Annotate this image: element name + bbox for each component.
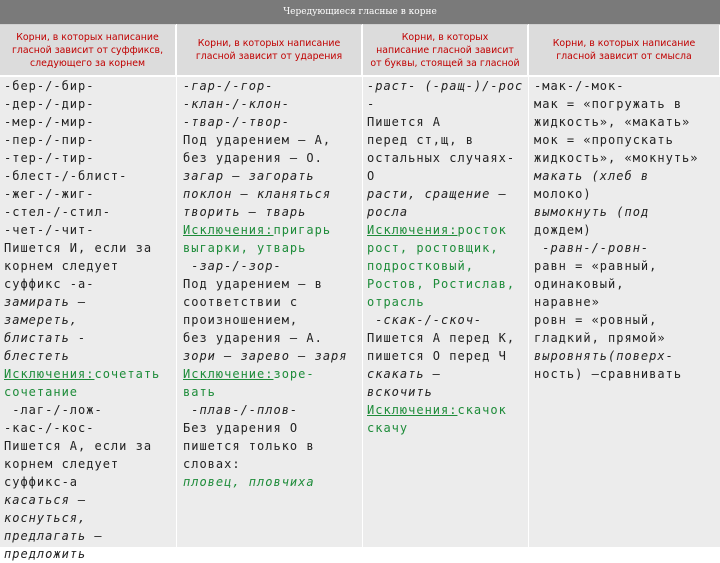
example-text: скакать –	[367, 367, 442, 381]
example-text: выровнять(поверх-	[534, 349, 674, 363]
example-text: пловец, пловчиха	[183, 475, 315, 489]
meaning-text: ровн = «ровный,	[534, 313, 658, 327]
root-pair: -плав-/-плов-	[183, 403, 299, 417]
rule-text: без ударения – А.	[183, 331, 323, 345]
column-suffix	[0, 77, 176, 561]
rule-text: пишется О перед Ч	[367, 349, 507, 363]
example-text: росла	[367, 205, 409, 219]
exceptions-label: Исключение:	[183, 367, 274, 381]
exception-word: выгарки, утварь	[183, 241, 307, 255]
example-text: блистать -	[4, 331, 87, 345]
rule-text: корнем следует	[4, 457, 120, 471]
example-text: поклон – кланяться	[183, 187, 332, 201]
exception-word: зоре-	[273, 367, 315, 381]
column-divider	[176, 24, 177, 540]
meaning-text: одинаковый,	[534, 277, 625, 291]
exceptions-line	[4, 365, 176, 383]
root-pair: -чет-/-чит-	[4, 223, 95, 237]
example-text: творить – тварь	[183, 205, 307, 219]
root-pair: -тер-/-тир-	[4, 151, 95, 165]
header-meaning: Корни, в которых написание гласной зависит от смысла	[529, 25, 720, 75]
rule-text: Под ударением – А,	[183, 133, 332, 147]
root-pair: -скак-/-скоч-	[367, 313, 483, 327]
rule-text: Пишется И, если за	[4, 241, 153, 255]
exception-word: росток	[457, 223, 507, 237]
rule-text: суффикс-а	[4, 475, 79, 489]
root-pair: -твар-/-твор-	[183, 115, 290, 129]
rule-text: Без ударения О	[183, 421, 299, 435]
rule-text: О	[367, 169, 376, 183]
root-pair: -гар-/-гор-	[183, 79, 274, 93]
meaning-text: жидкость», «мокнуть»	[534, 151, 699, 165]
page-title: Чередующиеся гласные в корне	[0, 0, 720, 25]
root-pair: -раст- (-ращ-)/-рос	[367, 79, 524, 93]
meaning-text: мак = «погружать в	[534, 97, 683, 111]
example-text: вымокнуть (под	[534, 205, 650, 219]
exception-word: скачу	[367, 421, 409, 435]
header-stress: Корни, в которых написание гласной зависит от ударения	[177, 25, 362, 75]
root-pair: -мер-/-мир-	[4, 115, 95, 129]
exception-word: подростковый,	[367, 259, 474, 273]
exceptions-label: Исключения:	[183, 223, 274, 237]
header-letter: Корни, в которых написание гласной зависит от буквы, стоящей за гласной	[363, 25, 528, 75]
rule-text: корнем следует	[4, 259, 120, 273]
root-pair: -	[367, 97, 376, 111]
column-meaning	[529, 77, 720, 547]
rule-text: Пишется А, если за	[4, 439, 153, 453]
exception-word: сочетание	[4, 385, 79, 399]
root-pair: -жег-/-жиг-	[4, 187, 95, 201]
root-pair: -блест-/-блист-	[4, 169, 128, 183]
example-text: молоко)	[534, 187, 592, 201]
rule-text: пишется только в	[183, 439, 315, 453]
example-text: вскочить	[367, 385, 433, 399]
rule-text: перед ст,щ, в	[367, 133, 474, 147]
exceptions-line	[183, 365, 362, 383]
exception-word: пригарь	[273, 223, 332, 237]
rule-text: Пишется А	[367, 115, 442, 129]
example-text: коснуться,	[4, 511, 87, 525]
exceptions-label: Исключения:	[4, 367, 95, 381]
root-pair: -пер-/-пир-	[4, 133, 95, 147]
rule-text: соответствии с	[183, 295, 299, 309]
example-text: касаться –	[4, 493, 87, 507]
column-letter	[363, 77, 528, 547]
rule-text: без ударения – О.	[183, 151, 323, 165]
example-text: замирать –	[4, 295, 87, 309]
rule-text: произношением,	[183, 313, 299, 327]
example-text: загар – загорать	[183, 169, 315, 183]
rule-text: остальных случаях-	[367, 151, 516, 165]
meaning-text: мок = «пропускать	[534, 133, 674, 147]
example-text: дождем)	[534, 223, 592, 237]
root-pair: -стел-/-стил-	[4, 205, 111, 219]
exceptions-line	[367, 401, 528, 419]
exception-word: отрасль	[367, 295, 425, 309]
root-pair: -клан-/-клон-	[183, 97, 290, 111]
root-pair: -лаг-/-лож-	[4, 403, 103, 417]
exception-word: Ростов, Ростислав,	[367, 277, 516, 291]
example-text: ность) –сравнивать	[534, 367, 683, 381]
example-text: зори – зарево – заря	[183, 349, 348, 363]
exception-word: вать	[183, 385, 216, 399]
root-pair: -зар-/-зор-	[183, 259, 282, 273]
column-stress	[177, 77, 362, 547]
example-text: расти, сращение –	[367, 187, 507, 201]
example-text: блестеть	[4, 349, 70, 363]
rule-text: суффикс -а-	[4, 277, 95, 291]
column-divider	[362, 24, 363, 540]
root-pair: -бер-/-бир-	[4, 79, 95, 93]
exceptions-label: Исключения:	[367, 223, 458, 237]
exceptions-label: Исключения:	[367, 403, 458, 417]
exceptions-line	[183, 221, 362, 239]
root-pair: -равн-/-ровн-	[534, 241, 650, 255]
exception-word: скачок	[457, 403, 507, 417]
meaning-text: равн = «равный,	[534, 259, 658, 273]
example-text: макать (хлеб в	[534, 169, 650, 183]
exception-word: рост, ростовщик,	[367, 241, 499, 255]
column-divider	[528, 24, 529, 540]
exception-word: сочетать	[94, 367, 161, 381]
example-text: предлагать –	[4, 529, 103, 543]
example-text: замереть,	[4, 313, 79, 327]
meaning-text: наравне»	[534, 295, 600, 309]
meaning-text: жидкость», «макать»	[534, 115, 691, 129]
rule-text: словах:	[183, 457, 241, 471]
rule-text: Пишется А перед К,	[367, 331, 516, 345]
root-pair: -мак-/-мок-	[534, 79, 625, 93]
meaning-text: гладкий, прямой»	[534, 331, 666, 345]
exceptions-line	[367, 221, 528, 239]
root-pair: -кас-/-кос-	[4, 421, 95, 435]
rule-text: Под ударением – в	[183, 277, 323, 291]
root-pair: -дер-/-дир-	[4, 97, 95, 111]
example-text: предложить	[4, 547, 87, 561]
header-suffix: Корни, в которых написание гласной зависит от суффиксв, следующего за корнем	[0, 25, 176, 75]
